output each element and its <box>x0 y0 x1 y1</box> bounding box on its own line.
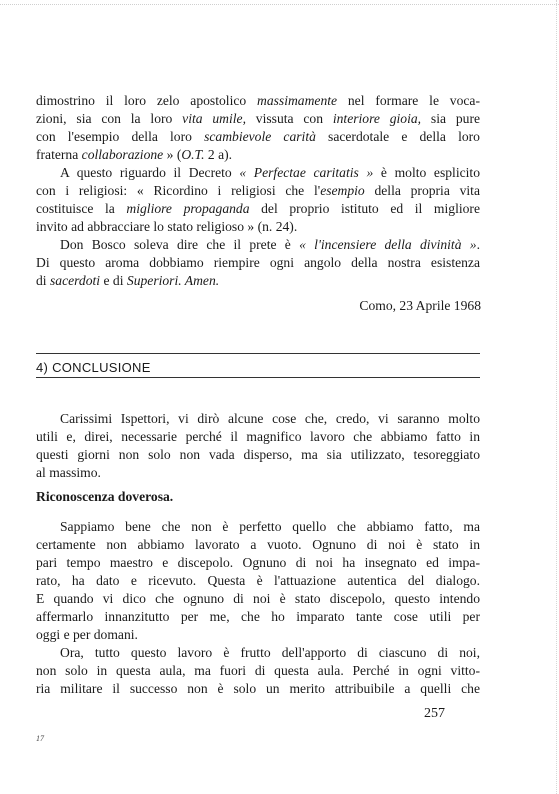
para2-line3: costituisce la migliore propaganda del proprio istituto ed il migliore <box>36 201 480 216</box>
para1-line4: fraterna collaborazione » (O.T. 2 a). <box>36 147 233 162</box>
para5-line4: rato, ha dato e ricevuto. Questa è l'attuazione autentica del dialogo. <box>36 573 480 588</box>
para3-line1: Don Bosco soleva dire che il prete è « l'incensiere della divinità ». <box>60 237 480 252</box>
para2-line2: con i religiosi: « Ricordino i religiosi che l'esempio della propria vita <box>36 183 480 198</box>
para5-line5: E quando vi dico che ognuno di noi è stato discepolo, questo intendo <box>36 591 480 606</box>
para6-line1: Ora, tutto questo lavoro è frutto dell'apporto di ciascuno di noi, <box>60 645 480 660</box>
section-title: 4) CONCLUSIONE <box>36 360 151 375</box>
para6-line3: ria militare il successo non è solo un merito attribuibile a quelli che <box>36 681 480 696</box>
para5-line6: affermarlo innanzitutto per me, che ho imparato tante cose utili per <box>36 609 480 624</box>
scan-edge-right <box>556 0 557 794</box>
para5-line1: Sappiamo bene che non è perfetto quello che abbiamo fatto, ma <box>60 519 480 534</box>
para1-line3: con l'esempio della loro scambievole carità sacerdotale e della loro <box>36 129 480 144</box>
page-number: 257 <box>424 706 445 721</box>
para4-line1: Carissimi Ispettori, vi dirò alcune cose che, credo, vi saranno molto <box>60 411 480 426</box>
para4-line4: al massimo. <box>36 465 101 480</box>
para3-line2: Di questo aroma dobbiamo riempire ogni angolo della nostra esistenza <box>36 255 480 270</box>
scan-edge-top <box>0 4 559 5</box>
para1-line1: dimostrino il loro zelo apostolico massimamente nel formare le voca- <box>36 93 480 108</box>
date-line: Como, 23 Aprile 1968 <box>359 298 481 313</box>
para5-line7: oggi e per domani. <box>36 627 138 642</box>
signature-mark: 17 <box>36 734 44 743</box>
para4-line3: questi giorni non solo non vada disperso, ma sia utilizzato, tesoreggiato <box>36 447 480 462</box>
para2-line1: A questo riguardo il Decreto « Perfectae caritatis » è molto esplicito <box>60 165 480 180</box>
para5-line2: certamente non abbiamo lavorato a vuoto. Ognuno di noi è stato in <box>36 537 480 552</box>
para4-line2: utili e, direi, necessarie perché il magnifico lavoro che abbiamo fatto in <box>36 429 480 444</box>
subheading: Riconoscenza doverosa. <box>36 489 174 504</box>
para5-line3: pari tempo maestro e discepolo. Ognuno di noi ha insegnato ed impa- <box>36 555 480 570</box>
para1-line2: zioni, sia con la loro vita umile, vissuta con interiore gioia, sia pure <box>36 111 480 126</box>
para2-line4: invito ad abbracciare lo stato religioso » (n. 24). <box>36 219 298 234</box>
section-rule-top <box>36 353 480 354</box>
para3-line3: di sacerdoti e di Superiori. Amen. <box>36 273 220 288</box>
section-rule-bottom <box>36 377 480 378</box>
para6-line2: non solo in questa aula, ma fuori di questa aula. Perché in ogni vitto- <box>36 663 480 678</box>
